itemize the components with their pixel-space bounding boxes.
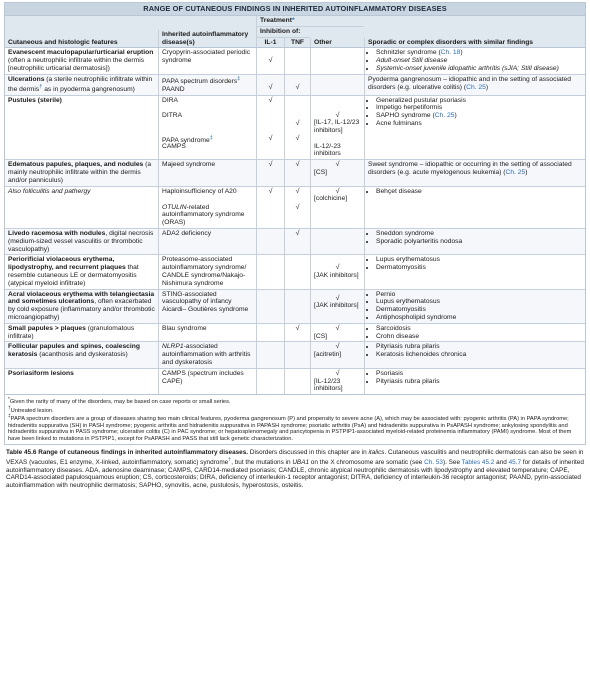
- chapter-link[interactable]: Ch. 25: [434, 112, 455, 120]
- il1-check: √: [256, 160, 284, 185]
- disease-cell: ADA2 deficiency: [158, 229, 256, 254]
- table-header: [5, 16, 585, 48]
- footnote: *Given the rarity of many of the disorders, may be based on case reports or small series.: [8, 397, 231, 406]
- tnf-check: √: [284, 324, 310, 342]
- il1-cell: [256, 324, 284, 342]
- il1-checks: √ √: [256, 96, 284, 160]
- tnf-check: √: [284, 75, 310, 95]
- disease-cell: Blau syndrome: [158, 324, 256, 342]
- table-link[interactable]: Tables 45.2: [461, 459, 495, 467]
- tnf-cell: [284, 255, 310, 288]
- other-cell: √ [CS]: [310, 160, 364, 185]
- disease-cell: DIRA DITRA PAPA syndrome‡ CAMPS: [158, 96, 256, 160]
- header-diseases: Inherited autoinflammatory disease(s): [158, 30, 256, 48]
- list-item: • Sarcoidosis: [376, 325, 582, 333]
- feature-cell: Ulcerations (a sterile neutrophilic infiltrate within the dermis† as in pyoderma gangrenosum): [8, 75, 153, 93]
- table-row: [5, 342, 585, 368]
- feature-cell: Livedo racemosa with nodules, digital necrosis (medium-sized vessel vasculitis or thrombotic vasculopathy): [8, 229, 154, 253]
- other-cell: √ [acitretin]: [310, 342, 364, 367]
- tnf-cell: [284, 342, 310, 367]
- header-other: Other: [310, 38, 364, 48]
- feature-cell: Psoriasiform lesions: [8, 369, 74, 377]
- sporadic-cell: [364, 342, 585, 367]
- tnf-cell: [284, 48, 310, 73]
- table-row: [5, 96, 585, 161]
- list-item: • Pityriasis rubra pilaris: [376, 343, 582, 351]
- list-item: • Behçet disease: [376, 188, 582, 196]
- tnf-cell: [284, 369, 310, 394]
- disease-cell: PAPA spectrum disorders‡ PAAND: [158, 75, 256, 95]
- list-item: • Lupus erythematosus: [376, 298, 582, 306]
- table-row: [5, 324, 585, 343]
- disease-cell: Haploinsufficiency of A20 OTULIN-related autoinflammatory syndrome (ORAS): [158, 187, 256, 228]
- other-cell: √ [CS]: [310, 324, 364, 342]
- header-il1: IL-1: [256, 38, 284, 48]
- sporadic-cell: [364, 229, 585, 254]
- table-row: [5, 255, 585, 289]
- table-body: [5, 48, 585, 394]
- sporadic-cell: Sweet syndrome – idiopathic or occurring in the setting of associated disorders (e.g. acute myelogenous leukemia) (Ch. 25): [364, 160, 585, 185]
- table-title: RANGE OF CUTANEOUS FINDINGS IN INHERITED AUTOINFLAMMATORY DISEASES: [5, 3, 585, 16]
- list-item: • Dermatomyositis: [376, 264, 582, 272]
- sporadic-cell: [364, 96, 585, 160]
- table-row: [5, 160, 585, 186]
- sporadic-cell: [364, 187, 585, 228]
- table-row: [5, 48, 585, 74]
- table-link[interactable]: 45.7: [508, 459, 522, 467]
- chapter-link[interactable]: Ch. 25: [505, 169, 526, 176]
- chapter-link[interactable]: Ch. 18: [440, 49, 461, 57]
- tnf-cell: [284, 290, 310, 323]
- disease-cell: Cryopyrin-associated periodic syndrome: [158, 48, 256, 73]
- header-treatment: Treatment*: [256, 16, 364, 27]
- feature-cell: Also folliculitis and pathergy: [8, 187, 91, 195]
- findings-table: [4, 2, 586, 445]
- il1-cell: [256, 229, 284, 254]
- list-item: • Adult-onset Still disease: [376, 57, 582, 65]
- list-item: • Lupus erythematosus: [376, 256, 582, 264]
- header-sporadic: Sporadic or complex disorders with similar findings: [364, 38, 585, 48]
- feature-cell: Periorificial violaceous erythema, lipodystrophy, and recurrent plaques that resemble cutaneous LE or dermatomyositis (atypical myeloid infiltrate): [8, 256, 139, 287]
- list-item: • Sneddon syndrome: [376, 230, 582, 238]
- il1-cell: [256, 342, 284, 367]
- disease-cell: STING-associated vasculopathy of infancy Aicardi– Goutières syndrome: [158, 290, 256, 323]
- list-item: • Antiphospholipid syndrome: [376, 314, 582, 322]
- sporadic-cell: Pyoderma gangrenosum – idiopathic and in the setting of associated disorders (e.g. ulcerative colitis) (Ch. 25): [364, 75, 585, 95]
- list-item: • Keratosis lichenoides chronica: [376, 351, 582, 359]
- tnf-checks: √ √: [284, 187, 310, 228]
- il1-check: √: [256, 75, 284, 95]
- list-item: • Sporadic polyarteritis nodosa: [376, 238, 582, 246]
- il1-check: √: [256, 48, 284, 73]
- feature-cell: Follicular papules and spines, coalescing keratosis (acanthosis and dyskeratosis): [8, 343, 140, 359]
- sporadic-cell: [364, 290, 585, 323]
- feature-cell: Evanescent maculopapular/urticarial eruption (often a neutrophilic infiltrate within the dermis [neutrophilic urticarial dermatosis]): [8, 49, 154, 72]
- list-item: • Dermatomyositis: [376, 306, 582, 314]
- list-item: • Impetigo herpetiformis: [376, 104, 582, 112]
- header-features: Cutaneous and histologic features: [8, 38, 118, 46]
- disease-cell: Majeed syndrome: [158, 160, 256, 185]
- table-footnotes: [5, 394, 585, 444]
- il1-cell: [256, 290, 284, 323]
- disease-cell: CAMPS (spectrum includes CAPE): [158, 369, 256, 394]
- table-row: [5, 290, 585, 324]
- footnote: ‡PAPA spectrum disorders are a group of diseases sharing two main clinical features, pyoderma gangrenosum (P) and propensity to severe acne (A), which may be associated with: pyogenic arthritis (PA) in PAPA syndrome; hidradenitis suppurativa (SH) in PASH syndrome; pyogenic arthritis and hidradenitis suppurativa in PAPASH syndrome; psoriatic arthritis (PsA) and hidradenitis suppurativa in PsAPASH syndrome; ankylosing spondylitis and hidradenitis suppurativa in PASS syndrome; ulcerative colitis (C) in PAC syndrome; or hepatosplenomegaly and pancytopenia in PSTPIP1-associated myeloid-related proteinemia inflammatory (PAMI) syndrome. Most of them have been linked to mutations in PSTPIP1, except for PsAPASH and PASS that still lack genetic characterization.: [8, 414, 572, 442]
- sporadic-cell: [364, 48, 585, 73]
- disease-cell: NLRP1-associated autoinflammation with arthritis and dyskeratosis: [158, 342, 256, 367]
- tnf-check: √: [284, 229, 310, 254]
- sporadic-cell: [364, 255, 585, 288]
- table-row: [5, 229, 585, 255]
- chapter-link[interactable]: Ch. 25: [466, 83, 486, 91]
- list-item: • Psoriasis: [376, 370, 582, 378]
- chapter-link[interactable]: Ch. 53: [424, 459, 443, 467]
- list-item: • Acne fulminans: [376, 120, 582, 128]
- list-item: • SAPHO syndrome (Ch. 25): [376, 112, 582, 120]
- header-inhibition: Inhibition of:: [256, 27, 310, 38]
- other-cell: [310, 48, 364, 73]
- feature-cell: Edematous papules, plaques, and nodules (a mainly neutrophilic infiltrate within the dermis and/or panniculus): [8, 161, 152, 184]
- table-caption: Table 45.6 Range of cutaneous findings in inherited autoinflammatory diseases. Disorders discussed in this chapter are in italics. Cutaneous vasculitis and neutrophilic dermatosis can also be seen in VEXAS (vacuoles, E1 enzyme, X-linked, autoinflammatory, somatic) syndrome†, but the mutations in UBA1 on the X chromosome are somatic (see Ch. 53). See Tables 45.2 and 45.7 for details of inherited autoinflammatory diseases. ADA, adenosine deaminase; CAMPS, CARD14-mediated psoriasis; CANDLE, chronic atypical neutrophilic dermatosis with lipodystrophy and elevated temperature; CAPE, CARD14-associated papulosquamous eruption; CS, corticosteroids; DIRA, deficiency of interleukin-1 receptor antagonist; DITRA, deficiency of interleukin-36 receptor antagonist; PAAND, pyrin-associated autoinflammation with neutrophilic dermatosis; SAPHO, synovitis, acne, pustulosis, hyperostosis, osteitis.: [6, 449, 584, 489]
- list-item: • Schnitzler syndrome (Ch. 18): [376, 49, 582, 57]
- feature-cell: Acral violaceous erythema with telangiectasia and sometimes ulcerations, often exacerbated by cold exposure (inflammatory and/or thrombotic microangiopathy): [8, 290, 155, 321]
- treatment-footnote-mark[interactable]: *: [291, 17, 295, 24]
- other-cell: [310, 75, 364, 95]
- other-cell: √ [JAK inhibitors]: [310, 255, 364, 288]
- list-item: • Pernio: [376, 291, 582, 299]
- feature-cell: Small papules > plaques (granulomatous infiltrate): [8, 324, 135, 340]
- footnote: †Untreated lesion.: [8, 405, 54, 414]
- il1-check: √: [256, 187, 284, 228]
- tnf-checks: √ √: [284, 96, 310, 160]
- table-row: [5, 187, 585, 229]
- other-cell: √ [colchicine]: [310, 187, 364, 228]
- il1-cell: [256, 369, 284, 394]
- other-cell: √ [IL-12/23 inhibitors]: [310, 369, 364, 394]
- header-tnf: TNF: [284, 38, 310, 48]
- other-cell: [310, 229, 364, 254]
- feature-cell: Pustules (sterile): [8, 96, 62, 104]
- list-item: • Systemic-onset juvenile idiopathic arthritis (sJIA; Still disease): [376, 65, 582, 73]
- other-cell: √ [IL-17, IL-12/23 inhibitors] IL-12/-23 inhibitors: [310, 96, 364, 160]
- list-item: • Pityriasis rubra pilaris: [376, 378, 582, 386]
- sporadic-cell: [364, 324, 585, 342]
- other-cell: √ [JAK inhibitors]: [310, 290, 364, 323]
- table-row: [5, 75, 585, 96]
- list-item: • Crohn disease: [376, 333, 582, 341]
- table-row: [5, 369, 585, 394]
- list-item: • Generalized pustular psoriasis: [376, 97, 582, 105]
- il1-cell: [256, 255, 284, 288]
- tnf-check: √: [284, 160, 310, 185]
- sporadic-cell: [364, 369, 585, 394]
- disease-cell: Proteasome-associated autoinflammatory syndrome/ CANDLE syndrome/Nakajo-Nishimura syndrome: [158, 255, 256, 288]
